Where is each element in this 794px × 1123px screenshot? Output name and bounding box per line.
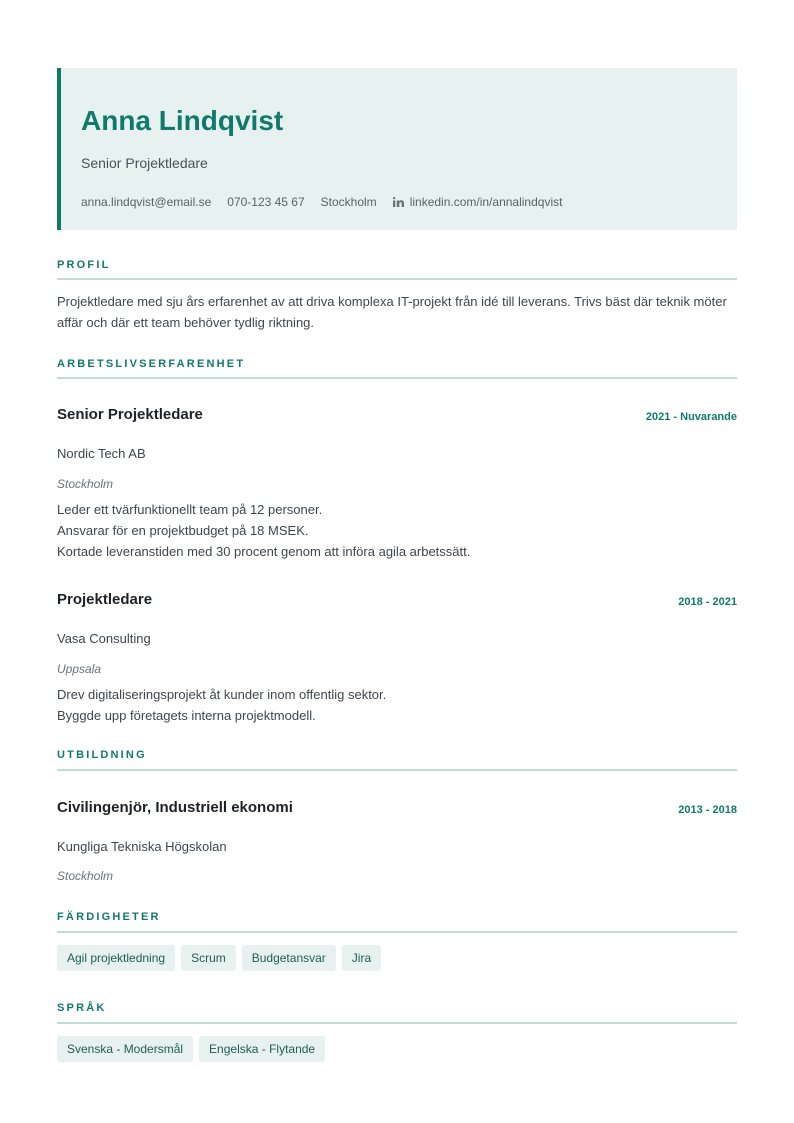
language-tag: Engelska - Flytande bbox=[199, 1036, 325, 1062]
job-company: Vasa Consulting bbox=[57, 631, 151, 646]
linkedin-url: linkedin.com/in/annalindqvist bbox=[409, 195, 563, 209]
job-location: Stockholm bbox=[57, 477, 114, 491]
contact-city: Stockholm bbox=[320, 195, 377, 209]
linkedin-icon bbox=[393, 197, 405, 207]
school-name: Kungliga Tekniska Högskolan bbox=[57, 839, 227, 854]
languages-list bbox=[57, 1036, 331, 1062]
degree-title: Civilingenjör, Industriell ekonomi bbox=[57, 799, 293, 816]
section-heading-skills: FÄRDIGHETER bbox=[57, 911, 161, 923]
section-heading-languages: SPRÅK bbox=[57, 1002, 107, 1014]
job-title: Senior Projektledare bbox=[57, 406, 203, 423]
person-title: Senior Projektledare bbox=[81, 155, 208, 171]
school-location: Stockholm bbox=[57, 869, 114, 883]
achievement-line: Byggde upp företagets interna projektmodell. bbox=[57, 708, 316, 723]
contact-linkedin[interactable] bbox=[393, 195, 563, 209]
section-heading-profile: PROFIL bbox=[57, 259, 111, 271]
section-divider bbox=[57, 1022, 737, 1024]
job-dates: 2018 - 2021 bbox=[678, 596, 737, 608]
skills-list bbox=[57, 945, 387, 971]
achievement-line: Kortade leveranstiden med 30 procent genom att införa agila arbetssätt. bbox=[57, 544, 471, 559]
section-heading-education: UTBILDNING bbox=[57, 749, 147, 761]
profile-text: Projektledare med sju års erfarenhet av att driva komplexa IT-projekt från idé till leverans. Trivs bäst där teknik möter affär och där ett team behöver tydlig riktning. bbox=[57, 294, 727, 330]
person-name: Anna Lindqvist bbox=[81, 105, 284, 136]
language-tag: Svenska - Modersmål bbox=[57, 1036, 193, 1062]
skill-tag: Agil projektledning bbox=[57, 945, 175, 971]
job-title: Projektledare bbox=[57, 591, 153, 608]
job-achievements bbox=[57, 684, 737, 726]
contact-row bbox=[81, 195, 578, 209]
section-heading-experience: ARBETSLIVSERFARENHET bbox=[57, 358, 246, 370]
achievement-line: Drev digitaliseringsprojekt åt kunder inom offentlig sektor. bbox=[57, 687, 387, 702]
section-divider bbox=[57, 278, 737, 280]
contact-phone: 070-123 45 67 bbox=[227, 195, 305, 209]
contact-email[interactable]: anna.lindqvist@email.se bbox=[81, 195, 212, 209]
skill-tag: Jira bbox=[342, 945, 381, 971]
achievement-line: Leder ett tvärfunktionellt team på 12 personer. bbox=[57, 502, 323, 517]
education-dates: 2013 - 2018 bbox=[678, 804, 737, 816]
cv-header bbox=[57, 68, 737, 230]
job-company: Nordic Tech AB bbox=[57, 446, 146, 461]
job-achievements bbox=[57, 499, 737, 562]
skill-tag: Budgetansvar bbox=[242, 945, 336, 971]
job-dates: 2021 - Nuvarande bbox=[645, 411, 737, 423]
job-location: Uppsala bbox=[57, 662, 102, 676]
skill-tag: Scrum bbox=[181, 945, 236, 971]
achievement-line: Ansvarar för en projektbudget på 18 MSEK. bbox=[57, 523, 309, 538]
section-divider bbox=[57, 769, 737, 771]
section-divider bbox=[57, 931, 737, 933]
section-divider bbox=[57, 377, 737, 379]
